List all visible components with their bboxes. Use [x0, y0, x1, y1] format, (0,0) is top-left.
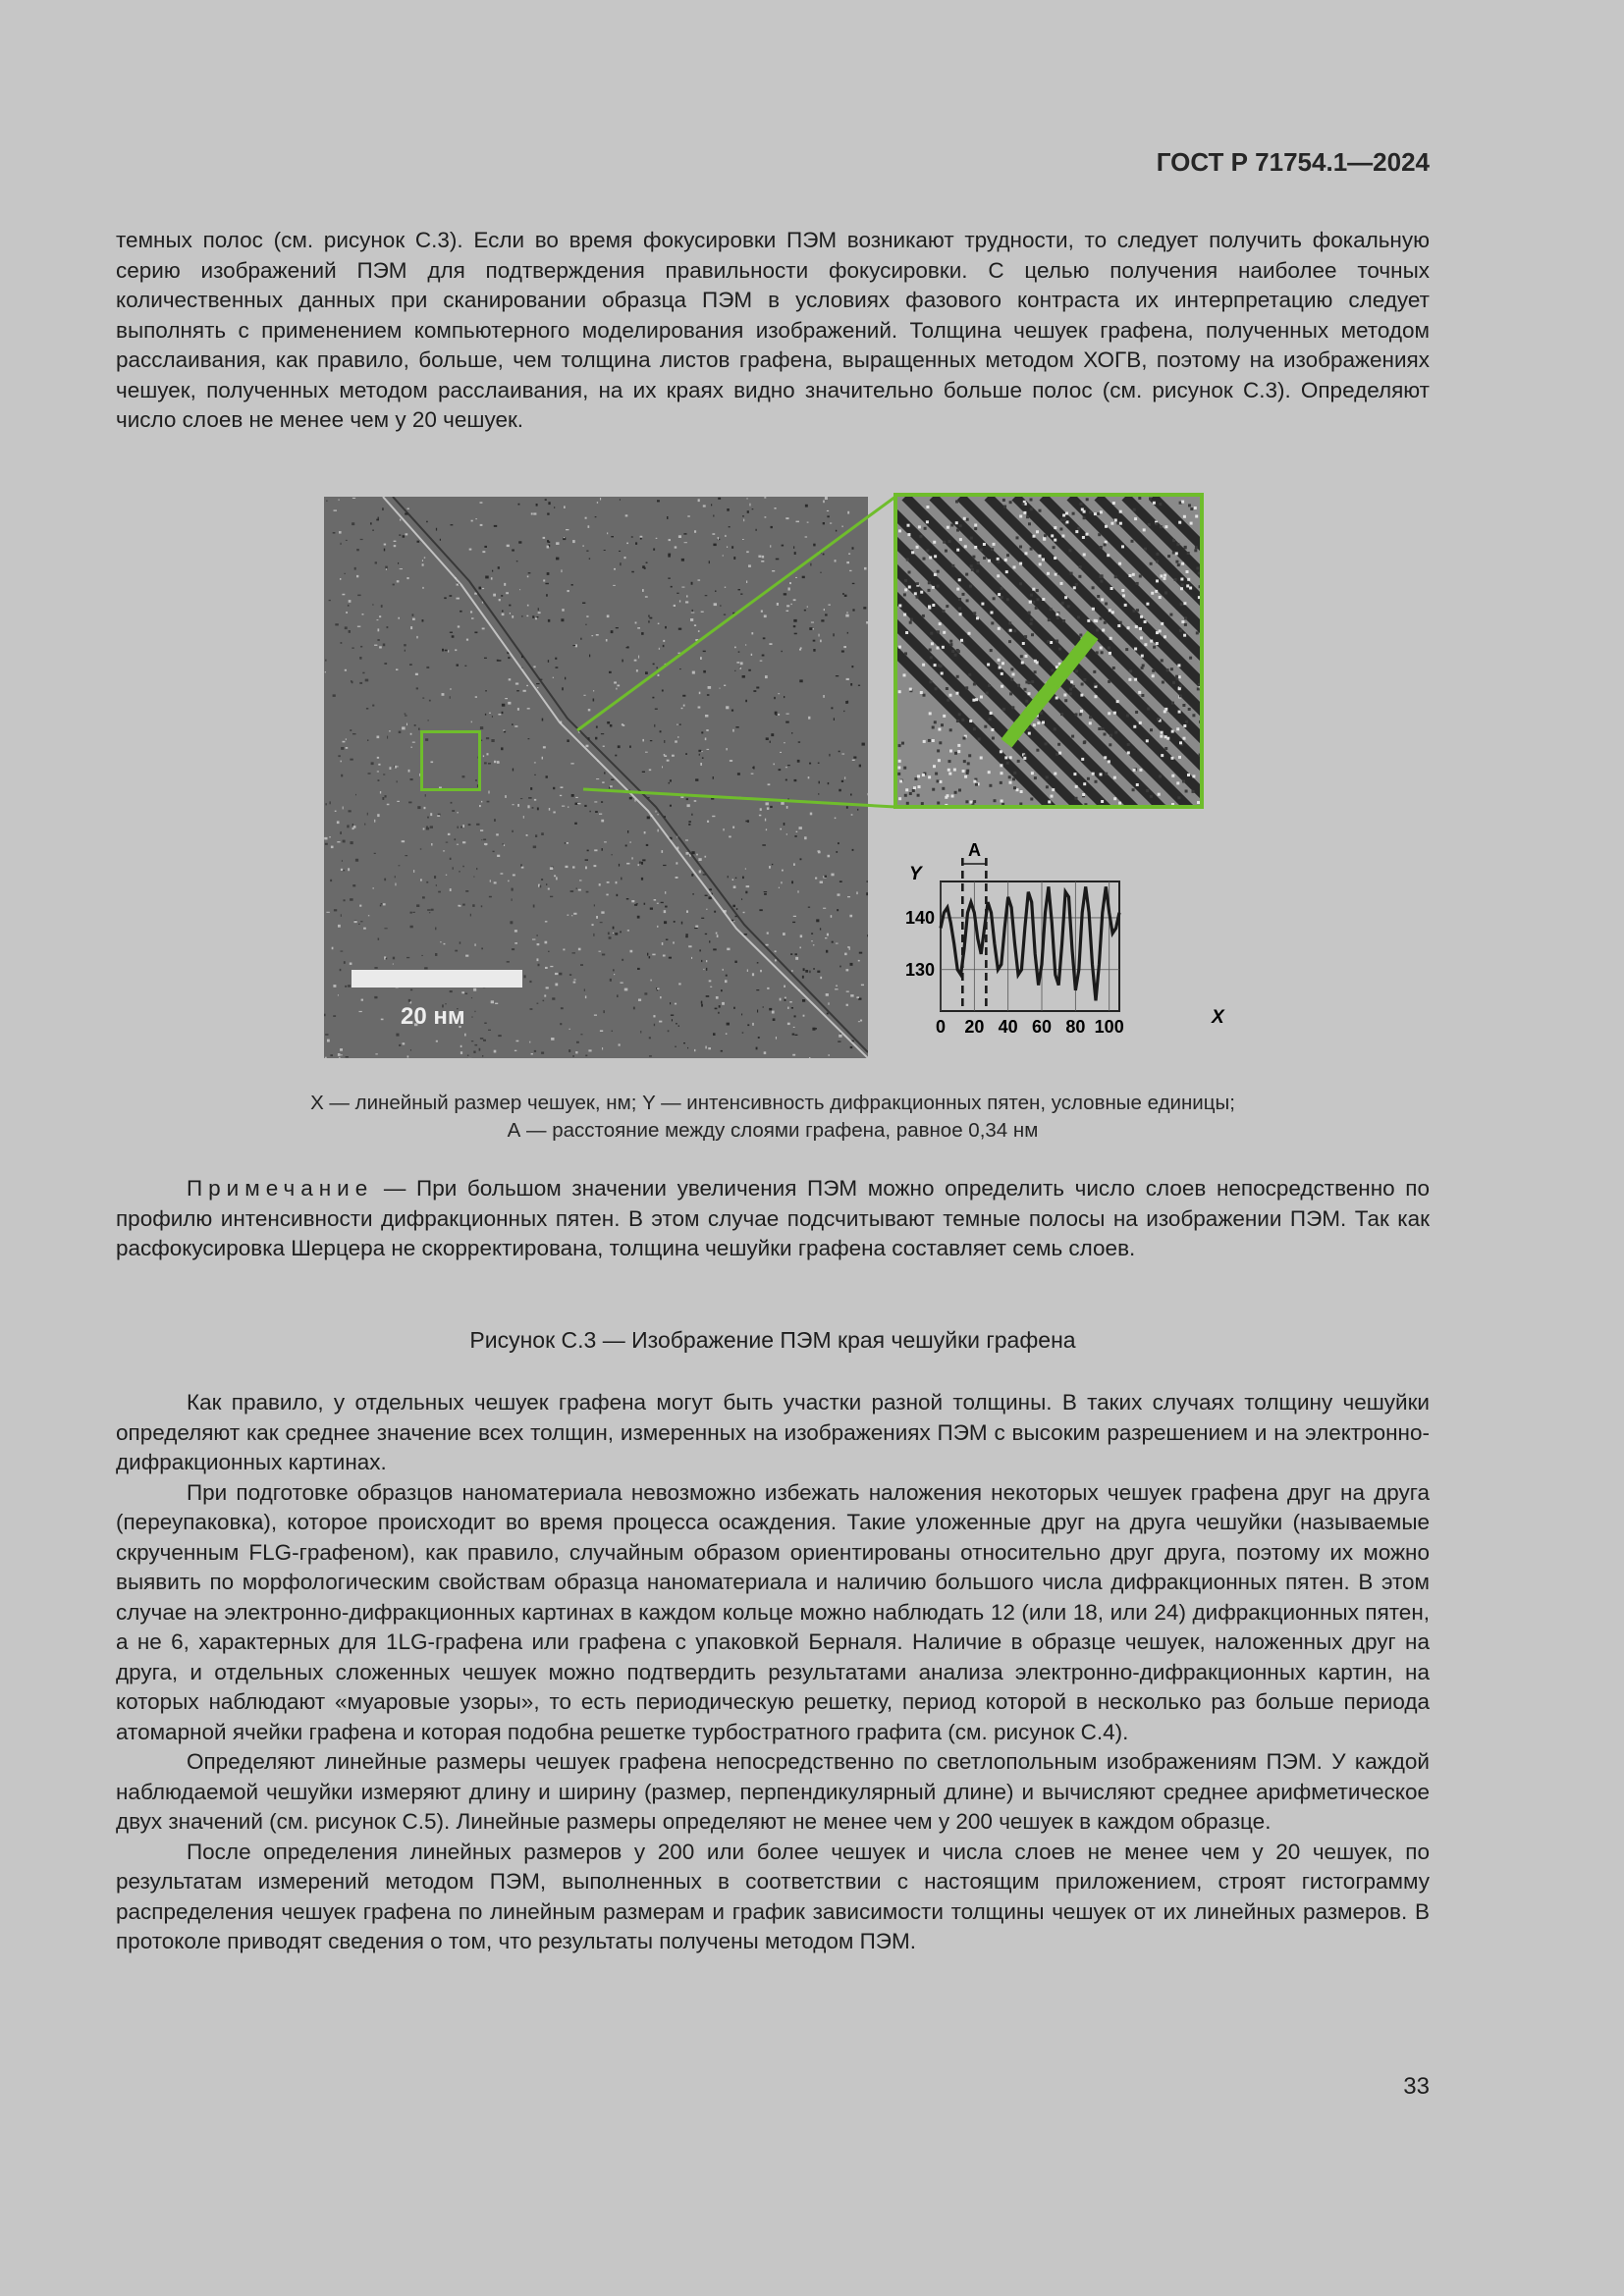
x-tick-labels — [936, 1017, 1124, 1037]
y-tick-label: 130 — [904, 959, 935, 980]
figure-title: Рисунок С.3 — Изображение ПЭМ края чешуйки графена — [469, 1327, 1076, 1353]
y-tick-labels — [905, 908, 935, 980]
x-axis-label: X — [1212, 1007, 1224, 1028]
scale-bar — [352, 970, 522, 988]
intro-paragraph — [116, 226, 1430, 436]
body-paragraph: Определяют линейные размеры чешуек графена непосредственно по светлопольным изображениям ПЭМ. У каждой наблюдаемой чешуйки измеряют длину и ширину (размер, перпендикулярный длине) и вычисляют среднее арифметическое двух значений (см. рисунок С.5). Линейные размеры определяют не менее чем у 200 чешуек в каждом образце. — [116, 1749, 1430, 1834]
plot-area — [941, 858, 1119, 1011]
inset-fringes — [897, 497, 1200, 805]
x-tick-label: 40 — [998, 1017, 1018, 1037]
note-text: — При большом значении увеличения ПЭМ можно определить число слоев непосредственно по профилю интенсивности дифракционных пятен. В этом случае подсчитывают темные полосы на изображении ПЭМ. Так как расфокусировка Шерцера не скорректирована, толщина чешуйки графена составляет семь слоев. — [116, 1176, 1430, 1260]
figure-note — [116, 1174, 1430, 1264]
marker-label-a: A — [968, 840, 981, 860]
legend-line-2: А — расстояние между слоями графена, равное 0,34 нм — [507, 1119, 1039, 1142]
note-label: Примечание — [187, 1176, 374, 1201]
legend-line-1: X — линейный размер чешуек, нм; Y — интенсивность дифракционных пятен, условные единицы; — [310, 1092, 1235, 1114]
intensity-profile-chart — [868, 832, 1233, 1062]
scale-bar-label: 20 нм — [401, 1003, 465, 1030]
body-text — [116, 1388, 1430, 1957]
standard-code: ГОСТ Р 71754.1—2024 — [1156, 147, 1430, 177]
figure-c3 — [320, 493, 1233, 1062]
intro-text: темных полос (см. рисунок С.3). Если во время фокусировки ПЭМ возникают трудности, то следует получить фокальную серию изображений ПЭМ для подтверждения правильности фокусировки. С целью получения наиболее точных количественных данных при сканировании образца ПЭМ в условиях фазового контраста их интерпретацию следует выполнять с применением компьютерного моделирования изображений. Толщина чешуек графена, полученных методом расслаивания, как правило, больше, чем толщина листов графена, выращенных методом ХОГВ, поэтому на изображениях чешуек, полученных методом расслаивания, на их краях видно значительно больше полос (см. рисунок С.3). Определяют число слоев не менее чем у 20 чешуек. — [116, 228, 1430, 432]
y-tick-label: 140 — [904, 907, 935, 928]
x-tick-label: 100 — [1094, 1017, 1124, 1037]
intensity-series-line — [941, 886, 1119, 1000]
x-tick-label: 80 — [1065, 1017, 1086, 1037]
body-paragraph: После определения линейных размеров у 200 или более чешуек и числа слоев не менее чем у 20 чешуек, по результатам измерений методом ПЭМ, выполненных в соответствии с настоящим приложением, строят гистограмму распределения чешуек графена по линейным размерам и график зависимости толщины чешуек от их линейных размеров. В протоколе приводят сведения о том, что результаты получены методом ПЭМ. — [116, 1839, 1430, 1953]
figure-legend — [116, 1090, 1430, 1145]
x-tick-label: 20 — [964, 1017, 985, 1037]
body-paragraph: При подготовке образцов наноматериала невозможно избежать наложения некоторых чешуек графена друг на друга (переупаковка), которое происходит во время процесса осаждения. Такие уложенные друг на друга чешуйки (называемые скрученным FLG-графеном), как правило, случайным образом ориентированы относительно друг друга, поэтому их можно выявить по морфологическим свойствам образца наноматериала и наличию большого числа дифракционных пятен. В этом случае на электронно-дифракционных картинах в каждом кольце можно наблюдать 12 (или 18, или 24) дифракционных пятен, а не 6, характерных для 1LG-графена или графена с упаковкой Берналя. Наличие в образце чешуек, наложенных друг на друга, и отдельных сложенных чешуек можно подтвердить результатами анализа электронно-дифракционных картин, на которых наблюдают «муаровые узоры», то есть периодическую решетку, период которой в несколько раз больше периода атомарной ячейки графена и которая подобна решетке турбостратного графита (см. рисунок С.4). — [116, 1479, 1430, 1744]
x-tick-label: 0 — [935, 1017, 947, 1037]
tem-inset-zoom — [893, 493, 1204, 809]
body-paragraph: Как правило, у отдельных чешуек графена могут быть участки разной толщины. В таких случаях толщину чешуйки определяют как среднее значение всех толщин, измеренных на изображениях ПЭМ с высоким разрешением и на электронно-дифракционных картинах. — [116, 1390, 1430, 1474]
x-tick-label: 60 — [1032, 1017, 1053, 1037]
page-number: 33 — [1403, 2073, 1430, 2100]
note-paragraph — [116, 1174, 1430, 1264]
y-axis-label: Y — [909, 864, 922, 884]
